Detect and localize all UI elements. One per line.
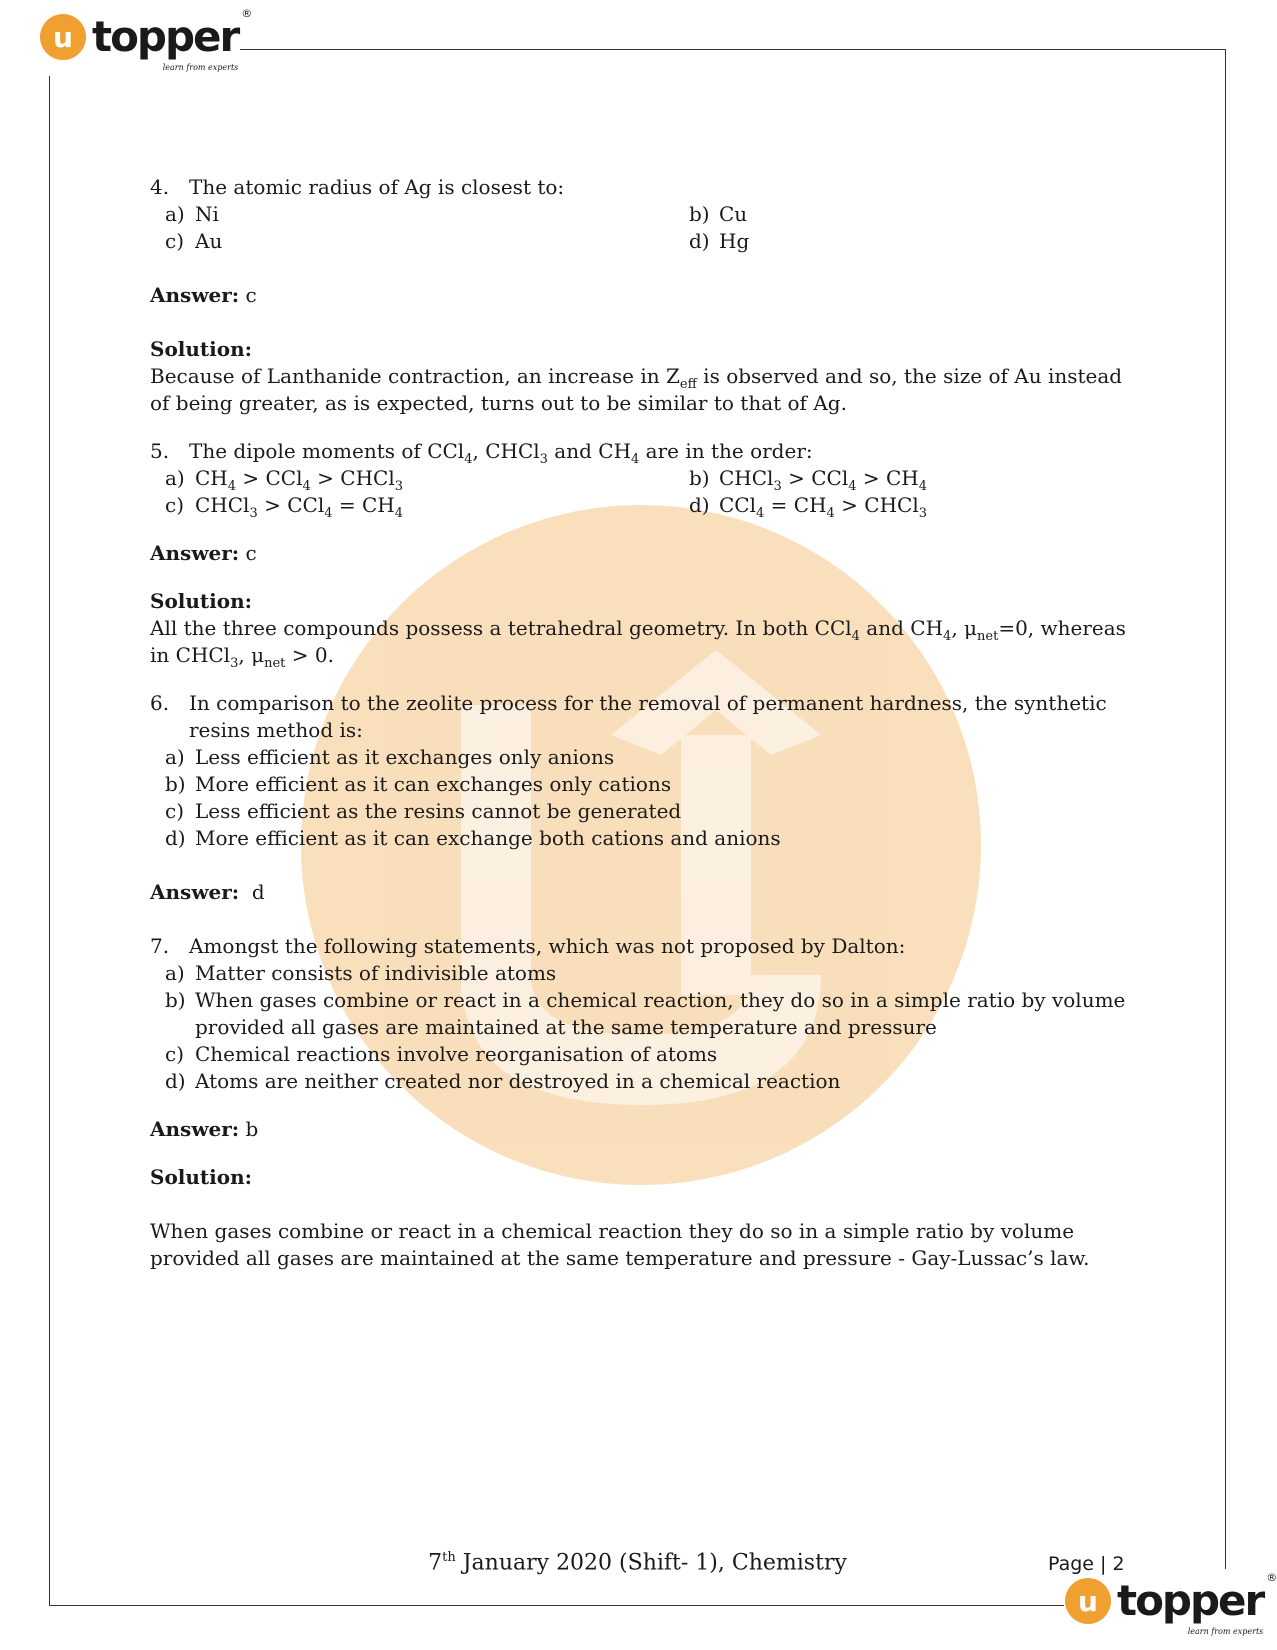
options-grid (150, 465, 1130, 519)
header-logo (40, 7, 253, 72)
answer-5 (150, 540, 1130, 567)
option-c (150, 1041, 1130, 1068)
question-content (150, 174, 1130, 1272)
option-d (674, 228, 1130, 255)
option-text: Au (195, 229, 223, 253)
option-text: Matter consists of indivisible atoms (195, 961, 557, 985)
option-a (150, 465, 674, 492)
option-text: $CH_4 > CCl_4$ > CHCl$_3$ (195, 466, 403, 494)
option-text: Hg (719, 229, 750, 253)
question-text: Amongst the following statements, which was not proposed by Dalton: (189, 934, 906, 958)
option-text: Cu (719, 202, 748, 226)
option-text: More efficient as it can exchanges only cations (195, 772, 672, 796)
logo-tagline: learn from experts (1187, 1627, 1264, 1636)
option-label: a) (165, 745, 185, 769)
answer-4 (150, 282, 1130, 309)
option-label: b) (689, 202, 710, 226)
question-6 (150, 690, 1130, 744)
answer-label: Answer: (150, 1117, 240, 1141)
answer-value: d (251, 880, 265, 904)
question-number: 4. (150, 175, 170, 199)
question-5 (150, 438, 1130, 465)
option-text: $CCl_4 = CH_4$ > CHCl$_3$ (719, 493, 927, 521)
answer-value: c (245, 541, 257, 565)
option-label: a) (165, 466, 185, 490)
answer-label: Answer: (150, 541, 240, 565)
option-text: Chemical reactions involve reorganisation of atoms (195, 1042, 718, 1066)
logo-mark-icon: u (1065, 1578, 1111, 1624)
option-text: Atoms are neither created nor destroyed in a chemical reaction (195, 1069, 841, 1093)
option-c (150, 492, 674, 519)
registered-mark: ® (241, 7, 253, 20)
option-text: When gases combine or react in a chemical reaction, they do so in a simple ratio by volume provided all gases are maintained at the same temperature and pressure (195, 988, 1126, 1039)
option-text: Ni (195, 202, 219, 226)
option-a (150, 201, 674, 228)
option-text: CHCl$_3$ > $CCl_4 > CH_4$ (719, 466, 927, 494)
option-c (150, 798, 1130, 825)
answer-7 (150, 1116, 1130, 1143)
solution-label: Solution: (150, 1165, 253, 1189)
option-d (150, 825, 1130, 852)
question-4 (150, 174, 1130, 201)
option-text: Less efficient as the resins cannot be generated (195, 799, 682, 823)
question-7 (150, 933, 1130, 960)
logo-tagline: learn from experts (162, 63, 239, 72)
question-text: In comparison to the zeolite process for the removal of permanent hardness, the synthetic resins method is: (189, 691, 1107, 742)
option-label: d) (165, 826, 186, 850)
logo-wordmark: topper ® learn from experts (1117, 1571, 1277, 1636)
option-a (150, 744, 1130, 771)
solution-label: Solution: (150, 589, 253, 613)
registered-mark: ® (1266, 1571, 1277, 1584)
option-a (150, 960, 1130, 987)
option-label: d) (165, 1069, 186, 1093)
logo-mark-icon: u (40, 14, 86, 60)
question-number: 5. (150, 439, 170, 463)
option-label: c) (165, 799, 185, 823)
answer-label: Answer: (150, 880, 240, 904)
footer-logo (1065, 1571, 1277, 1636)
solution-5: All the three compounds possess a tetrahedral geometry. In both CCl$_4$ and $CH_4$, $\mu_{net}=0$, whereas in CHCl$_3$, $\mu_{net} > 0$. (150, 616, 1126, 671)
answer-value: b (245, 1117, 259, 1141)
answer-6 (150, 879, 1130, 906)
option-text: Less efficient as it exchanges only anions (195, 745, 615, 769)
option-text: More efficient as it can exchange both cations and anions (195, 826, 781, 850)
option-label: a) (165, 202, 185, 226)
option-d (150, 1068, 1130, 1095)
option-label: c) (165, 1042, 185, 1066)
footer-rule (49, 1605, 1064, 1606)
option-label: b) (165, 988, 186, 1012)
question-number: 6. (150, 691, 170, 715)
solution-7: When gases combine or react in a chemical reaction they do so in a simple ratio by volume provided all gases are maintained at the same temperature and pressure - Gay-Lussac’s law. (150, 1219, 1090, 1270)
option-label: c) (165, 493, 185, 517)
answer-value: c (245, 283, 257, 307)
solution-label: Solution: (150, 337, 253, 361)
option-label: b) (689, 466, 710, 490)
option-label: c) (165, 229, 185, 253)
option-b (674, 465, 1130, 492)
option-text: CHCl$_3$ > $CCl_4 = CH_4$ (195, 493, 403, 521)
option-b (150, 771, 1130, 798)
option-b (674, 201, 1130, 228)
question-text: The atomic radius of Ag is closest to: (189, 175, 565, 199)
option-c (150, 228, 674, 255)
footer-title-text: January 2020 (Shift- 1), Chemistry (462, 1550, 847, 1576)
logo-wordmark: topper ® learn from experts (92, 7, 253, 72)
option-label: d) (689, 229, 710, 253)
options-grid (150, 201, 1130, 255)
right-border (1225, 49, 1226, 1569)
left-border (49, 76, 50, 1606)
option-label: a) (165, 961, 185, 985)
footer-day-suffix: th (442, 1550, 456, 1565)
option-label: b) (165, 772, 186, 796)
option-label: d) (689, 493, 710, 517)
footer-day: 7 (428, 1550, 443, 1576)
solution-4: Because of Lanthanide contraction, an increase in $Z_{eff}$ is observed and so, the size of Au instead of being greater, as is expected, turns out to be similar to that of Ag. (150, 364, 1123, 415)
question-number: 7. (150, 934, 170, 958)
option-d (674, 492, 1130, 519)
question-text: The dipole moments of CCl$_4$, CHCl$_3$ and $CH_4$ are in the order: (189, 439, 813, 467)
page-number: Page | 2 (1048, 1553, 1125, 1575)
option-b (150, 987, 1130, 1041)
answer-label: Answer: (150, 283, 240, 307)
header-rule (240, 49, 1226, 50)
